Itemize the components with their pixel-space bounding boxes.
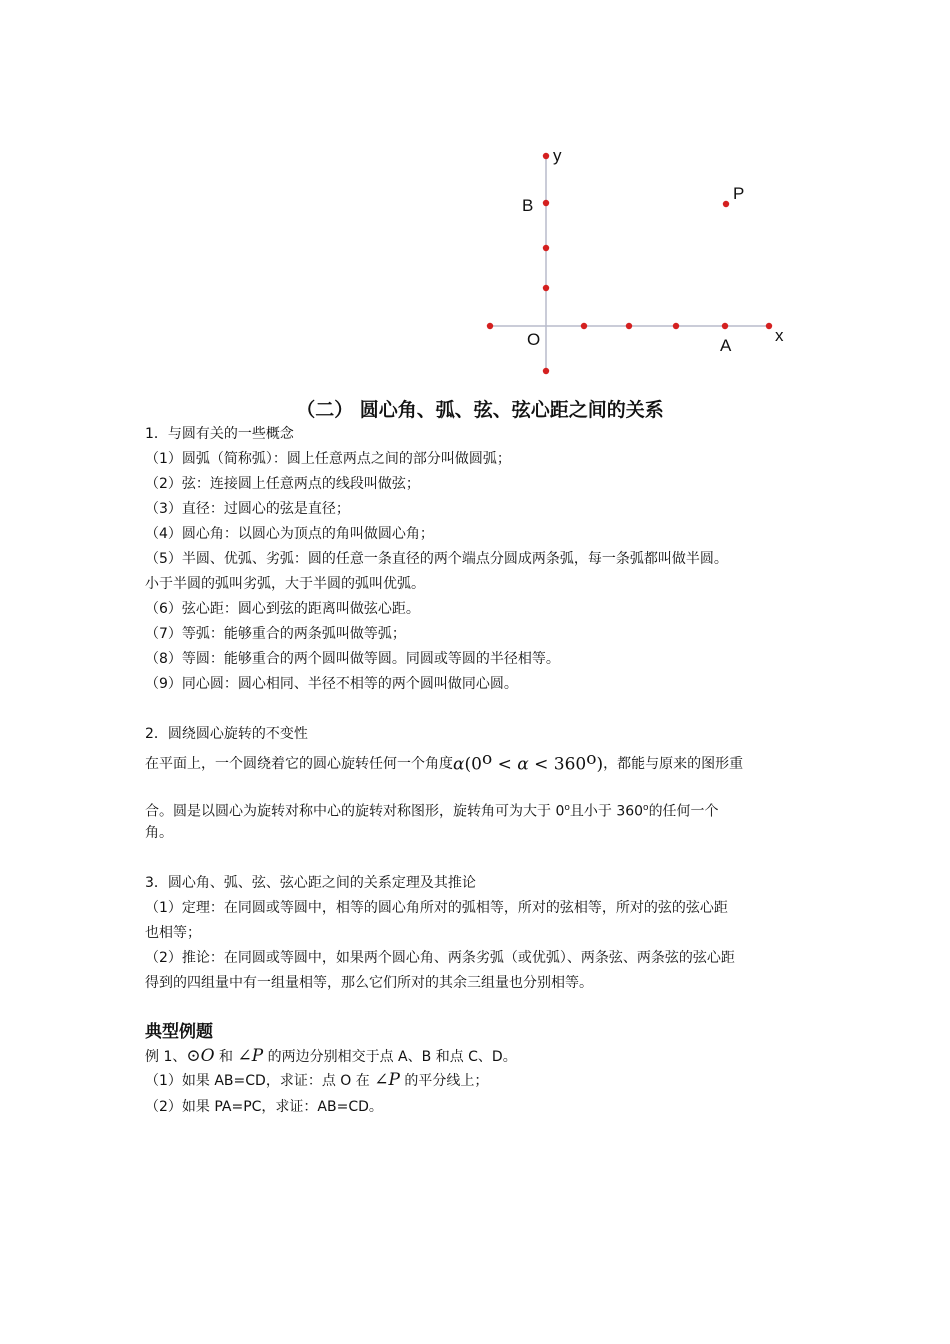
point-x-left	[487, 323, 493, 329]
concept-item: （6）弦心距：圆心到弦的距离叫做弦心距。	[145, 601, 420, 617]
rotation-text-end: ，都能与原来的图形重	[603, 755, 744, 772]
concept-item: （1）圆弧（简称弧）：圆上任意两点之间的部分叫做圆弧；	[145, 451, 511, 467]
theorem-line: （1）定理：在同圆或等圆中，相等的圆心角所对的弧相等，所对的弦相等，所对的弦的弦心距	[145, 900, 728, 916]
rotation-paragraph-line1	[145, 749, 815, 779]
example-1: 例 1、⊙O 和 ∠P 的两边分别相交于点 A、B 和点 C、D。	[145, 1046, 517, 1066]
section-title: （二） 圆心角、弧、弦、弦心距之间的关系	[296, 399, 664, 421]
circle-symbol: ⊙	[186, 1046, 201, 1066]
example-1-question-1: （1）如果 AB=CD，求证：点 O 在 ∠P 的平分线上；	[145, 1070, 489, 1090]
point-x-right	[766, 323, 772, 329]
section3-heading: 3．圆心角、弧、弦、弦心距之间的关系定理及其推论	[145, 875, 476, 891]
label-a: A	[720, 336, 732, 355]
concept-item: （7）等弧：能够重合的两条弧叫做等弧；	[145, 626, 406, 642]
concept-item: 小于半圆的弧叫劣弧，大于半圆的弧叫优弧。	[145, 576, 425, 592]
theorem-line: 得到的四组量中有一组量相等，那么它们所对的其余三组量也分别相等。	[145, 975, 593, 991]
coordinate-figure	[470, 140, 810, 385]
section2-heading: 2．圆绕圆心旋转的不变性	[145, 726, 308, 742]
label-p: P	[733, 184, 745, 203]
label-o: O	[527, 330, 541, 349]
concept-item: （2）弦：连接圆上任意两点的线段叫做弦；	[145, 476, 420, 492]
label-x: x	[775, 326, 784, 345]
examples-heading: 典型例题	[145, 1022, 213, 1042]
rotation-paragraph-line3: 角。	[145, 825, 173, 841]
point-y-bottom	[543, 368, 549, 374]
concept-item: （4）圆心角：以圆心为顶点的角叫做圆心角；	[145, 526, 434, 542]
concept-item: （8）等圆：能够重合的两个圆叫做等圆。同圆或等圆的半径相等。	[145, 651, 560, 667]
angle-symbol: ∠	[374, 1070, 389, 1090]
point-p	[723, 201, 729, 207]
example-1-question-2: （2）如果 PA=PC，求证：AB=CD。	[145, 1099, 383, 1115]
label-b: B	[522, 196, 534, 215]
concept-item: （3）直径：过圆心的弦是直径；	[145, 501, 350, 517]
point-y-4	[543, 285, 549, 291]
point-x-3	[673, 323, 679, 329]
point-y-3	[543, 245, 549, 251]
point-y-top	[543, 153, 549, 159]
point-b	[543, 200, 549, 206]
label-y: y	[553, 146, 562, 165]
concept-item: （9）同心圆：圆心相同、半径不相等的两个圆叫做同心圆。	[145, 676, 518, 692]
section1-heading: 1．与圆有关的一些概念	[145, 426, 294, 442]
concept-item: （5）半圆、优弧、劣弧：圆的任意一条直径的两个端点分圆成两条弧，每一条弧都叫做半圆。	[145, 551, 728, 567]
point-x-2	[626, 323, 632, 329]
theorem-line: 也相等；	[145, 925, 201, 941]
rotation-formula: $\alpha(0^o < \alpha < 360^o)$	[453, 749, 604, 775]
angle-symbol: ∠	[237, 1046, 252, 1066]
point-x-1	[581, 323, 587, 329]
rotation-paragraph-line2: 合。圆是以圆心为旋转对称中心的旋转对称图形，旋转角可为大于 0$^o$且小于 360$^o$的任何一个	[145, 803, 719, 820]
rotation-text: 在平面上，一个圆绕着它的圆心旋转任何一个角度	[145, 755, 453, 772]
theorem-line: （2）推论：在同圆或等圆中，如果两个圆心角、两条劣弧（或优弧）、两条弦、两条弦的弦心距	[145, 950, 735, 966]
point-a	[722, 323, 728, 329]
